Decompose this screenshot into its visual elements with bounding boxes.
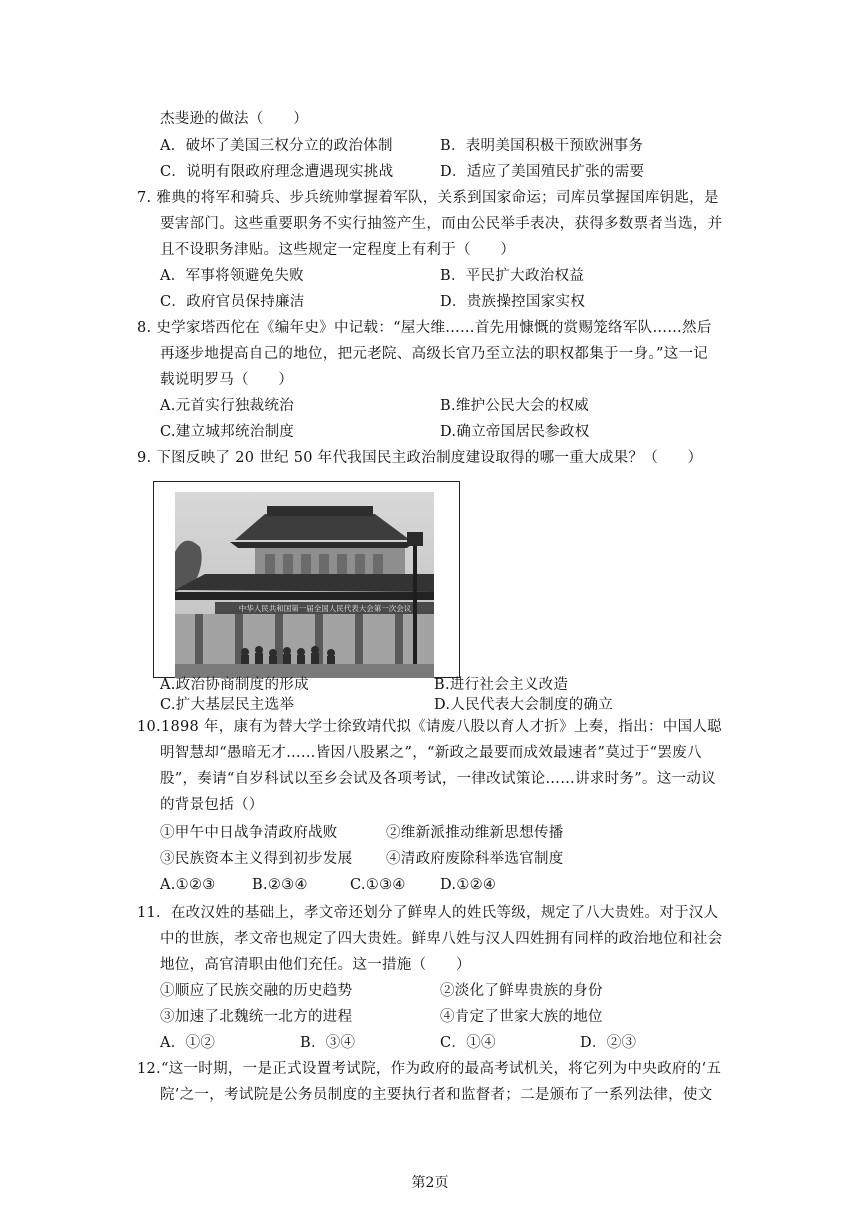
q11-stem-line-2: 中的世族，孝文帝也规定了四大贵姓。鲜卑八姓与汉人四姓拥有同样的政治地位和社会	[160, 931, 723, 947]
congress-hall-photo	[175, 492, 434, 678]
q7-option-d: D．贵族操控国家实权	[440, 294, 586, 310]
q7-option-b: B．平民扩大政治权益	[440, 268, 585, 284]
q10-item-3: ③民族资本主义得到初步发展	[160, 851, 353, 867]
q11-option-c: C．①④	[440, 1035, 496, 1051]
q8-option-d: D.确立帝国居民参政权	[440, 424, 590, 440]
q8-option-b: B.维护公民大会的权威	[440, 398, 590, 414]
q10-option-d: D.①②④	[440, 877, 497, 893]
q8-stem-line-3: 载说明罗马（ ）	[160, 372, 294, 388]
q6-stem-tail: 杰斐逊的做法（ ）	[160, 111, 308, 127]
q11-option-a: A．①②	[160, 1035, 216, 1051]
q8-stem-line-2: 再逐步地提高自己的地位，把元老院、高级长官乃至立法的职权都集于一身。”这一记	[160, 346, 709, 362]
q7-option-a: A．军事将领避免失败	[160, 268, 304, 284]
q10-item-1: ①甲午中日战争清政府战败	[160, 825, 338, 841]
q6-option-c: C．说明有限政府理念遭遇现实挑战	[160, 164, 394, 180]
q8-option-a: A.元首实行独裁统治	[160, 398, 295, 414]
q9-option-b: B.进行社会主义改造	[434, 677, 569, 693]
q9-option-d: D.人民代表大会制度的确立	[434, 697, 614, 713]
q7-option-c: C．政府官员保持廉洁	[160, 294, 305, 310]
q7-stem-line-1: 7. 雅典的将军和骑兵、步兵统帅掌握着军队，关系到国家命运；司库员掌握国库钥匙，是	[137, 190, 719, 206]
q11-stem-line-3: 地位，高官清职由他们充任。这一措施（ ）	[160, 957, 471, 973]
q10-stem-line-2: 明智慧却“愚暗无才……皆因八股累之”，“新政之最要而成效最速者”莫过于“罢废八	[160, 745, 702, 761]
q9-stem: 9. 下图反映了 20 世纪 50 年代我国民主政治制度建设取得的哪一重大成果？（ ）	[137, 450, 703, 466]
q10-option-c: C.①③④	[350, 877, 406, 893]
q8-option-c: C.建立城邦统治制度	[160, 424, 295, 440]
q10-stem-line-3: 股”，奏请“自岁科试以至乡会试及各项考试，一律改试策论……讲求时务”。这一动议	[160, 771, 716, 787]
q11-item-2: ②淡化了鲜卑贵族的身份	[440, 983, 603, 999]
hall-illustration	[175, 492, 434, 678]
q10-item-2: ②维新派推动维新思想传播	[386, 825, 564, 841]
q10-stem-line-1: 10.1898 年，康有为替大学士徐致靖代拟《请废八股以育人才折》上奏，指出：中国人聪	[137, 719, 722, 735]
q10-stem-line-4: 的背景包括（）	[160, 797, 264, 813]
q6-option-b: B．表明美国积极干预欧洲事务	[440, 138, 644, 154]
q11-item-3: ③加速了北魏统一北方的进程	[160, 1009, 353, 1025]
q11-option-b: B．③④	[300, 1035, 356, 1051]
q7-stem-line-3: 且不设职务津贴。这些规定一定程度上有利于（ ）	[160, 242, 516, 258]
q11-item-1: ①顺应了民族交融的历史趋势	[160, 983, 353, 999]
q9-option-a: A.政治协商制度的形成	[160, 677, 309, 693]
q6-option-a: A．破坏了美国三权分立的政治体制	[160, 138, 393, 154]
q6-option-d: D．适应了美国殖民扩张的需要	[440, 164, 645, 180]
photo-banner-text: 中华人民共和国第一届全国人民代表大会第一次会议	[238, 604, 412, 613]
q12-stem-line-2: 院’之一，考试院是公务员制度的主要执行者和监督者；二是颁布了一系列法律，使文	[160, 1087, 713, 1103]
q8-stem-line-1: 8. 史学家塔西佗在《编年史》中记载：“屋大维……首先用慷慨的赏赐笼络军队……然后	[137, 320, 712, 336]
q10-option-b: B.②③④	[252, 877, 308, 893]
q10-item-4: ④清政府废除科举选官制度	[386, 851, 564, 867]
page-number: 第2页	[411, 1175, 449, 1191]
q11-item-4: ④肯定了世家大族的地位	[440, 1009, 603, 1025]
q11-option-d: D．②③	[580, 1035, 637, 1051]
q9-option-c: C.扩大基层民主选举	[160, 697, 295, 713]
q10-option-a: A.①②③	[160, 877, 216, 893]
q7-stem-line-2: 要害部门。这些重要职务不实行抽签产生，而由公民举手表决，获得多数票者当选，并	[160, 216, 723, 232]
q12-stem-line-1: 12.“这一时期，一是正式设置考试院，作为政府的最高考试机关，将它列为中央政府的‘五	[137, 1061, 722, 1077]
q11-stem-line-1: 11．在改汉姓的基础上，孝文帝还划分了鲜卑人的姓氏等级，规定了八大贵姓。对于汉人	[137, 905, 719, 921]
